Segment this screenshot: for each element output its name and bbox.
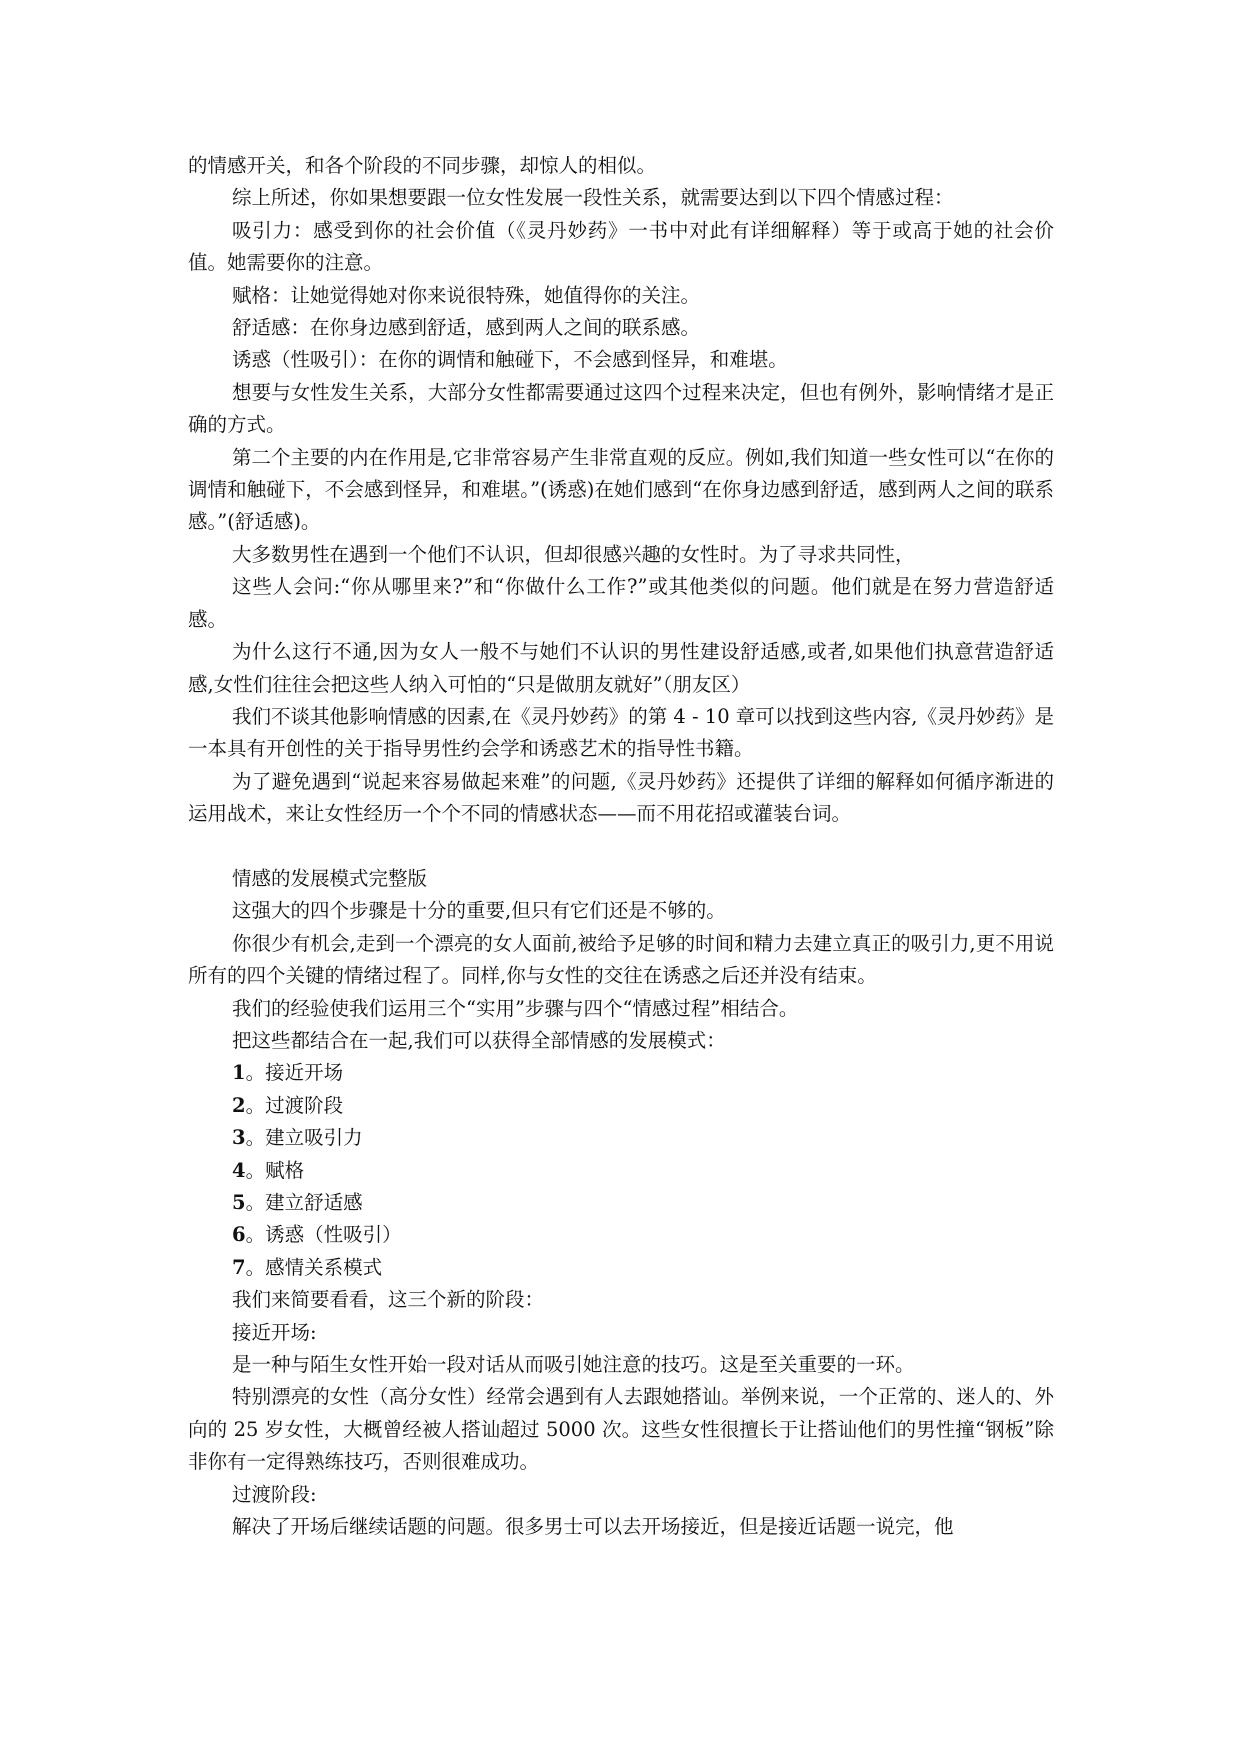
paragraph: 的情感开关，和各个阶段的不同步骤，却惊人的相似。 — [188, 154, 657, 177]
list-number: 5 — [232, 1190, 246, 1214]
list-separator: 。 — [245, 1255, 266, 1279]
paragraph: 这强大的四个步骤是十分的重要,但只有它们还是不够的。 — [232, 899, 726, 923]
paragraph: 我们不谈其他影响情感的因素,在《灵丹妙药》的第 4 - 10 章可以找到这些内容,《灵丹妙药》是一本具有开创性的关于指导男性约会学和诱惑艺术的指导性书籍。 — [188, 704, 1054, 761]
paragraph: 我们的经验使我们运用三个“实用”步骤与四个“情感过程”相结合。 — [232, 996, 799, 1020]
paragraph: 我们来简要看看，这三个新的阶段： — [232, 1288, 545, 1312]
list-item — [188, 1090, 1054, 1122]
list-item — [188, 1219, 1054, 1251]
list-label: 建立舒适感 — [265, 1190, 363, 1214]
paragraph: 第二个主要的内在作用是,它非常容易产生非常直观的反应。例如,我们知道一些女性可以“在你的调情和触碰下，不会感到怪异，和难堪。”(诱惑)在她们感到“在你身边感到舒适，感到两人之间的联系感。”(舒适感)。 — [188, 445, 1054, 534]
list-label: 接近开场 — [265, 1061, 344, 1085]
list-separator: 。 — [245, 1061, 266, 1085]
document-page — [188, 150, 1054, 1543]
paragraph: 是一种与陌生女性开始一段对话从而吸引她注意的技巧。这是至关重要的一环。 — [232, 1353, 915, 1377]
list-separator: 。 — [245, 1093, 266, 1117]
list-item — [188, 1187, 1054, 1219]
section-model — [188, 863, 1054, 1544]
list-label: 诱惑（性吸引） — [265, 1223, 402, 1247]
list-item — [188, 1252, 1054, 1284]
paragraph: 你很少有机会,走到一个漂亮的女人面前,被给予足够的时间和精力去建立真正的吸引力,更不用说所有的四个关键的情绪过程了。同样,你与女性的交往在诱惑之后还并没有结束。 — [188, 931, 1054, 988]
paragraph: 综上所述，你如果想要跟一位女性发展一段性关系，就需要达到以下四个情感过程： — [232, 186, 954, 210]
list-item — [188, 1155, 1054, 1187]
list-number: 2 — [232, 1093, 246, 1117]
subheading: 过渡阶段: — [232, 1482, 317, 1506]
paragraph: 特别漂亮的女性（高分女性）经常会遇到有人去跟她搭讪。举例来说，一个正常的、迷人的、外向的 25 岁女性，大概曾经被人搭讪超过 5000 次。这些女性很擅长于让搭讪他们的男性撞“钢板”除非你有一定得熟练技巧，否则很难成功。 — [188, 1385, 1054, 1474]
paragraph: 吸引力：感受到你的社会价值（《灵丹妙药》一书中对此有详细解释）等于或高于她的社会价值。她需要你的注意。 — [188, 218, 1054, 275]
list-number: 1 — [232, 1061, 246, 1085]
list-separator: 。 — [245, 1126, 266, 1150]
subheading: 接近开场: — [232, 1320, 317, 1344]
model-step-list — [188, 1057, 1054, 1284]
list-label: 赋格 — [265, 1158, 305, 1182]
list-label: 过渡阶段 — [265, 1093, 344, 1117]
intro-paragraphs — [188, 150, 1054, 831]
list-label: 建立吸引力 — [265, 1126, 363, 1150]
list-separator: 。 — [245, 1190, 266, 1214]
section-heading: 情感的发展模式完整版 — [232, 866, 428, 890]
paragraph: 为了避免遇到“说起来容易做起来难”的问题,《灵丹妙药》还提供了详细的解释如何循序渐进的运用战术，来让女性经历一个个不同的情感状态——而不用花招或灌装台词。 — [188, 769, 1054, 826]
paragraph: 舒适感：在你身边感到舒适，感到两人之间的联系感。 — [232, 316, 701, 340]
list-number: 4 — [232, 1158, 246, 1182]
paragraph: 为什么这行不通,因为女人一般不与她们不认识的男性建设舒适感,或者,如果他们执意营造舒适感,女性们往往会把这些人纳入可怕的“只是做朋友就好”（朋友区） — [188, 640, 1054, 696]
list-number: 7 — [232, 1255, 246, 1279]
list-item — [188, 1057, 1054, 1089]
paragraph: 解决了开场后继续话题的问题。很多男士可以去开场接近，但是接近话题一说完，他 — [232, 1515, 954, 1539]
paragraph: 把这些都结合在一起,我们可以获得全部情感的发展模式： — [232, 1028, 726, 1052]
paragraph: 这些人会问:“你从哪里来?”和“你做什么工作?”或其他类似的问题。他们就是在努力营造舒适感。 — [188, 575, 1054, 631]
paragraph: 赋格：让她觉得她对你来说很特殊，她值得你的关注。 — [232, 283, 701, 307]
paragraph: 想要与女性发生关系，大部分女性都需要通过这四个过程来决定，但也有例外，影响情绪才是正确的方式。 — [188, 380, 1054, 437]
list-number: 3 — [232, 1126, 246, 1150]
list-separator: 。 — [245, 1223, 266, 1247]
paragraph: 诱惑（性吸引）：在你的调情和触碰下，不会感到怪异，和难堪。 — [232, 348, 788, 372]
paragraph: 大多数男性在遇到一个他们不认识，但却很感兴趣的女性时。为了寻求共同性， — [232, 542, 915, 566]
list-separator: 。 — [245, 1158, 266, 1182]
list-label: 感情关系模式 — [265, 1255, 383, 1279]
list-number: 6 — [232, 1223, 246, 1247]
list-item — [188, 1122, 1054, 1154]
blank-line — [188, 831, 1054, 863]
